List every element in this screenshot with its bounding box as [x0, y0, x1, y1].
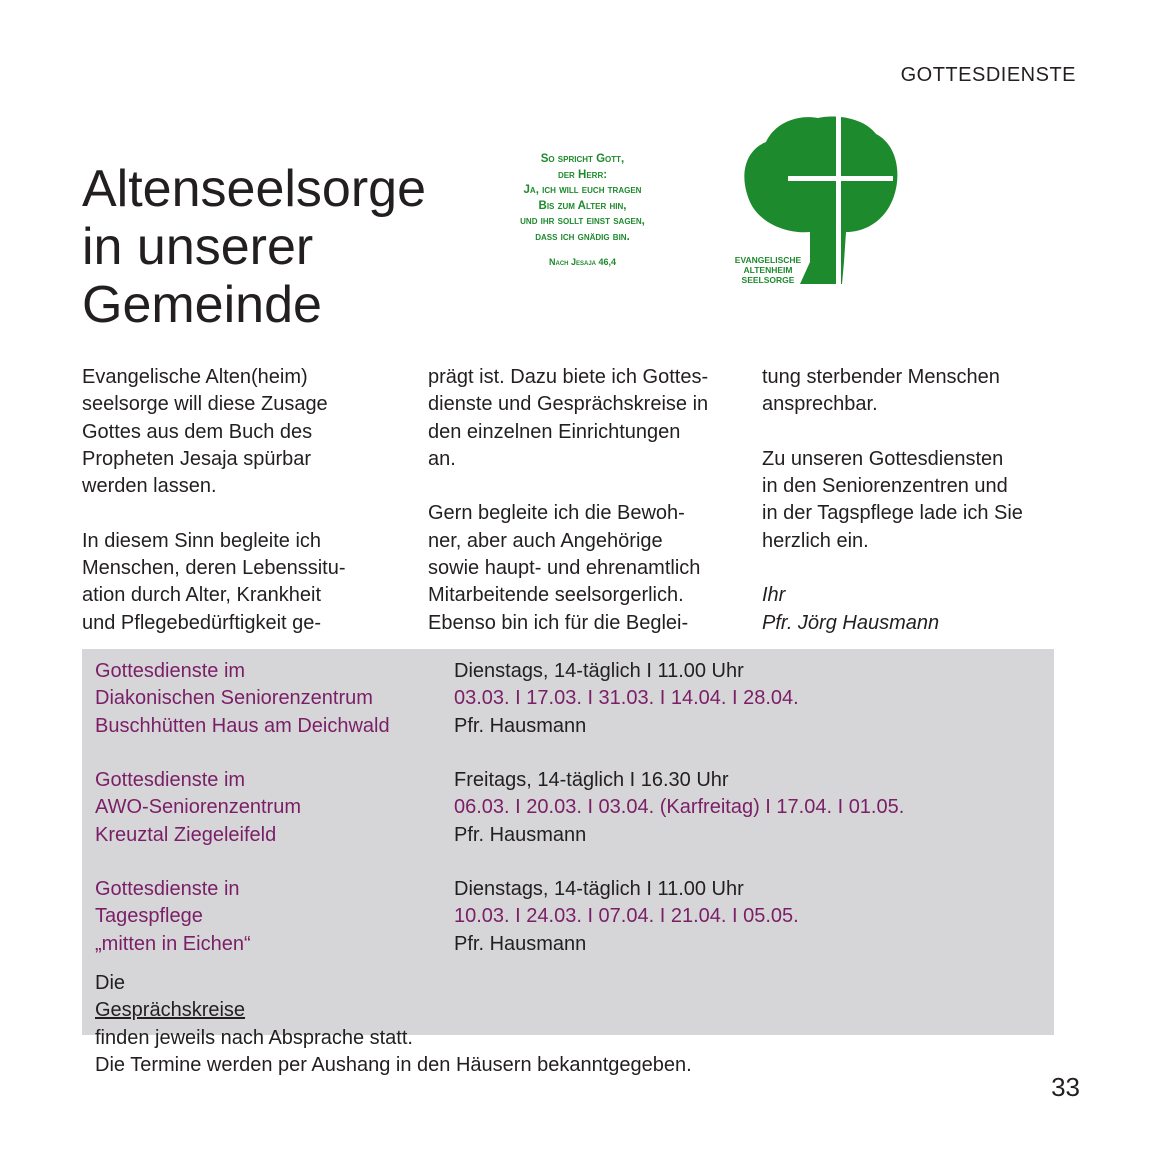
body-column-2	[428, 364, 748, 637]
quote-line: Ja, ich will euch tragen	[523, 184, 642, 196]
service-title-line: Buschhütten Haus am Deichwald	[95, 714, 390, 737]
text-line: Ebenso bin ich für die Beglei-	[428, 611, 689, 634]
text-line: ansprechbar.	[762, 393, 878, 416]
service-schedule: Freitags, 14-täglich I 16.30 Uhr	[454, 769, 729, 791]
body-column-1	[82, 364, 402, 637]
text-line: Mitarbeitende seelsorgerlich.	[428, 584, 684, 607]
gespraechskreise-text: Gesprächskreise	[95, 999, 246, 1022]
signature	[762, 582, 1082, 637]
service-title	[95, 767, 445, 849]
service-schedule: Dienstags, 14-täglich I 11.00 Uhr	[454, 878, 744, 900]
text-line: Gottes aus dem Buch des	[82, 420, 313, 443]
text-line: Zu unseren Gottesdiensten	[762, 447, 1004, 470]
service-info	[454, 876, 1044, 958]
service-title-line: „mitten in Eichen“	[95, 932, 251, 955]
text-line: Propheten Jesaja spürbar	[82, 447, 312, 470]
text-line: an.	[428, 447, 456, 470]
service-dates: 10.03. I 24.03. I 07.04. I 21.04. I 05.05.	[454, 905, 799, 928]
text-line: in der Tagspflege lade ich Sie	[762, 502, 1023, 525]
text-line: Menschen, deren Lebenssitu-	[82, 557, 346, 580]
quote-line: Bis zum Alter hin,	[538, 199, 627, 212]
text-line: prägt ist. Dazu biete ich Gottes-	[428, 366, 709, 388]
note-line	[95, 970, 692, 1052]
services-note	[95, 970, 692, 1079]
title-line: Altenseelsorge	[82, 160, 426, 218]
text-line: ner, aber auch Angehörige	[428, 529, 663, 552]
quote-line: der Herr:	[557, 168, 608, 181]
service-pastor: Pfr. Hausmann	[454, 932, 587, 955]
note-text: finden jeweils nach Absprache statt.	[95, 1026, 413, 1049]
title-line: Gemeinde	[82, 276, 322, 334]
service-title-line: Gottesdienste im	[95, 769, 246, 791]
paragraph	[428, 500, 748, 636]
text-line: und Pflegebedürftigkeit ge-	[82, 611, 322, 634]
paragraph	[82, 364, 402, 500]
text-line: Pfr. Jörg Hausmann	[762, 611, 940, 634]
logo-label	[718, 255, 818, 285]
service-title-line: Gottesdienste in	[95, 878, 240, 900]
text-line: tung sterbender Menschen	[762, 366, 1000, 388]
logo-line: SEELSORGE	[741, 275, 795, 285]
service-pastor: Pfr. Hausmann	[454, 714, 587, 737]
note-line: Die Termine werden per Aushang in den Häusern bekanntgegeben.	[95, 1053, 692, 1076]
paragraph	[762, 364, 1082, 419]
quote-line: So spricht Gott,	[540, 153, 625, 165]
page-number: 33	[1051, 1072, 1080, 1102]
text-line: Evangelische Alten(heim)	[82, 366, 308, 388]
text-line: Ihr	[762, 584, 786, 607]
service-pastor: Pfr. Hausmann	[454, 823, 587, 846]
note-text: Die	[95, 972, 126, 994]
text-line: sowie haupt- und ehrenamtlich	[428, 557, 701, 580]
text-line: in den Seniorenzentren und	[762, 475, 1008, 498]
service-title	[95, 658, 445, 740]
service-title	[95, 876, 445, 958]
text-line: werden lassen.	[82, 475, 217, 498]
text-line: seelsorge will diese Zusage	[82, 393, 328, 416]
service-title-line: Tagespflege	[95, 905, 203, 928]
service-title-line: Diakonischen Seniorenzentrum	[95, 687, 373, 710]
paragraph	[428, 364, 748, 473]
service-info	[454, 767, 1044, 849]
paragraph	[762, 446, 1082, 555]
page-title	[82, 160, 426, 334]
text-line: dienste und Gesprächskreise in	[428, 393, 709, 416]
service-title-line: Kreuztal Ziegeleifeld	[95, 823, 277, 846]
service-title-line: Gottesdienste im	[95, 660, 246, 682]
service-dates: 03.03. I 17.03. I 31.03. I 14.04. I 28.04.	[454, 687, 799, 710]
text-line: Gern begleite ich die Bewoh-	[428, 502, 685, 525]
quote-source: Nach Jesaja 46,4	[548, 257, 617, 267]
service-info	[454, 658, 1044, 740]
logo-line: EVANGELISCHE	[734, 255, 802, 265]
bible-quote	[470, 152, 695, 271]
service-schedule: Dienstags, 14-täglich I 11.00 Uhr	[454, 660, 744, 682]
text-line: herzlich ein.	[762, 529, 869, 552]
service-dates: 06.03. I 20.03. I 03.04. (Karfreitag) I 17.04. I 01.05.	[454, 796, 905, 819]
logo-line: ALTENHEIM	[743, 265, 793, 275]
title-line: in unserer	[82, 218, 314, 276]
quote-line: und ihr sollt einst sagen,	[520, 215, 645, 227]
text-line: den einzelnen Einrichtungen	[428, 420, 681, 443]
section-label: GOTTESDIENSTE	[900, 64, 1076, 86]
service-title-line: AWO-Seniorenzentrum	[95, 796, 301, 819]
text-line: ation durch Alter, Krankheit	[82, 584, 322, 607]
text-line: In diesem Sinn begleite ich	[82, 529, 322, 552]
paragraph	[82, 528, 402, 637]
services-panel	[82, 649, 1054, 1076]
quote-line: dass ich gnädig bin.	[535, 230, 630, 243]
body-column-3	[762, 364, 1082, 637]
